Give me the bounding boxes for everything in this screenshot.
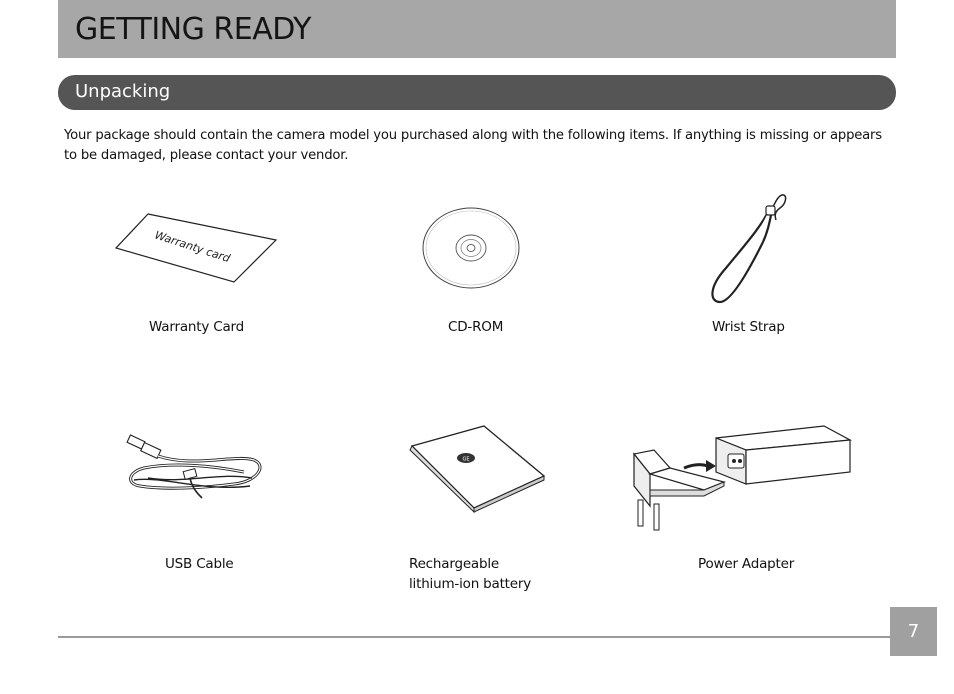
- footer-divider: [58, 636, 890, 638]
- cd-rom-icon: [420, 206, 522, 290]
- caption-warranty-card: Warranty Card: [149, 319, 245, 335]
- battery-icon: [404, 424, 550, 514]
- intro-text: Your package should contain the camera model you purchased along with the following items. If anything is missing or appears to be damaged, please contact your vendor.: [64, 128, 882, 163]
- warranty-card-icon: [112, 208, 282, 288]
- caption-cd-rom: CD-ROM: [448, 319, 504, 335]
- section-bar: [58, 75, 896, 110]
- caption-battery-line1: Rechargeable: [409, 556, 500, 572]
- caption-power-adapter: Power Adapter: [698, 556, 795, 572]
- svg-text:GE: GE: [462, 456, 470, 463]
- page-number: 7: [890, 607, 937, 656]
- page-title: GETTING READY: [75, 12, 312, 47]
- caption-usb-cable: USB Cable: [165, 556, 234, 572]
- usb-cable-icon: [124, 432, 266, 502]
- section-title: Unpacking: [75, 81, 171, 102]
- warranty-card-text: Warranty card: [153, 228, 232, 266]
- caption-battery-line2: lithium-ion battery: [409, 576, 532, 592]
- wrist-strap-icon: [704, 192, 790, 306]
- caption-wrist-strap: Wrist Strap: [712, 319, 785, 335]
- power-adapter-icon: [628, 424, 854, 534]
- title-bar: [58, 0, 896, 58]
